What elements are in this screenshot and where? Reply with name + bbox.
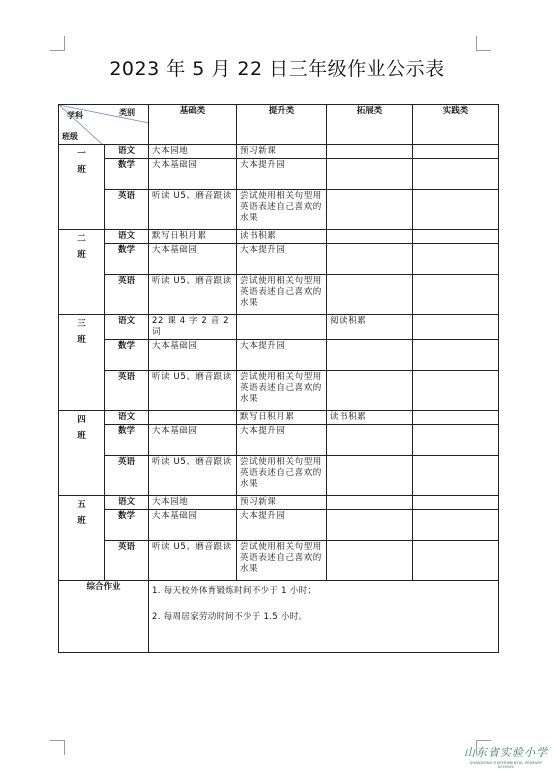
homework-cell: 预习新课 — [237, 496, 327, 510]
homework-cell — [327, 510, 413, 541]
column-header-basic: 基础类 — [149, 105, 237, 145]
subject-label-chinese: 语文 — [105, 496, 149, 510]
comprehensive-label: 综合作业 — [59, 581, 149, 653]
class-4-chinese-row — [59, 411, 499, 425]
class-3-label-top: 三 — [77, 319, 86, 329]
homework-cell: 读书积累 — [237, 230, 327, 244]
school-logo-en: SHANDONG EXPERIMENTAL PRIMARY SCHOOL — [469, 761, 543, 769]
corner-label-subject: 学科 — [67, 111, 83, 120]
class-4-label-wrap — [77, 412, 86, 444]
homework-cell — [413, 425, 499, 456]
subject-label-english: 英语 — [105, 541, 149, 581]
homework-cell: 预习新课 — [237, 145, 327, 159]
homework-cell: 大本提升园 — [237, 510, 327, 541]
homework-cell — [413, 230, 499, 244]
comprehensive-item: 2. 每周居家劳动时间不少于 1.5 小时。 — [152, 612, 308, 622]
homework-cell — [327, 159, 413, 190]
homework-cell — [413, 159, 499, 190]
subject-label-math: 数学 — [105, 340, 149, 371]
homework-cell: 大本园地 — [149, 496, 237, 510]
homework-cell — [327, 275, 413, 315]
subject-label-chinese: 语文 — [105, 411, 149, 425]
homework-cell — [327, 496, 413, 510]
header-row — [59, 105, 499, 145]
subject-label-english: 英语 — [105, 190, 149, 230]
class-3-label-wrap — [77, 316, 86, 348]
homework-cell: 默写日积月累 — [149, 230, 237, 244]
homework-cell — [327, 340, 413, 371]
homework-cell: 大本基础园 — [149, 244, 237, 275]
homework-cell: 大本基础园 — [149, 425, 237, 456]
homework-cell — [327, 371, 413, 411]
homework-cell — [413, 244, 499, 275]
subject-label-english: 英语 — [105, 456, 149, 496]
homework-cell: 大本提升园 — [237, 159, 327, 190]
class-2-label-bottom: 班 — [77, 250, 86, 260]
class-3-label — [59, 315, 105, 411]
class-3-math-row — [59, 340, 499, 371]
homework-cell: 尝试使用相关句型用英语表述自己喜欢的水果 — [237, 371, 327, 411]
homework-cell: 大本基础园 — [149, 510, 237, 541]
class-1-label-bottom: 班 — [77, 165, 86, 175]
school-logo — [462, 744, 550, 769]
class-2-math-row — [59, 244, 499, 275]
subject-label-math: 数学 — [105, 510, 149, 541]
subject-label-chinese: 语文 — [105, 145, 149, 159]
class-1-chinese-row — [59, 145, 499, 159]
subject-label-math: 数学 — [105, 425, 149, 456]
subject-label-chinese: 语文 — [105, 230, 149, 244]
class-5-label-top: 五 — [77, 500, 86, 510]
subject-label-math: 数学 — [105, 244, 149, 275]
class-5-english-row — [59, 541, 499, 581]
homework-cell — [413, 315, 499, 340]
corner-label-class: 班级 — [62, 132, 78, 141]
subject-label-english: 英语 — [105, 371, 149, 411]
column-header-extension: 拓展类 — [327, 105, 413, 145]
class-5-label — [59, 496, 105, 581]
class-5-label-wrap — [77, 497, 86, 529]
class-2-chinese-row — [59, 230, 499, 244]
homework-cell: 听读 U5、磨音跟读 — [149, 456, 237, 496]
homework-cell — [413, 190, 499, 230]
class-5-chinese-row — [59, 496, 499, 510]
homework-cell — [413, 371, 499, 411]
homework-cell — [237, 315, 327, 340]
homework-cell — [413, 510, 499, 541]
class-5-label-bottom: 班 — [77, 516, 86, 526]
comprehensive-row — [59, 581, 499, 653]
school-logo-cn: 山东省实验小学 — [464, 746, 548, 759]
homework-cell: 大本提升园 — [237, 244, 327, 275]
subject-label-english: 英语 — [105, 275, 149, 315]
homework-table — [58, 104, 499, 653]
corner-label-type: 类别 — [119, 108, 135, 117]
homework-cell: 听读 U5、磨音跟读 — [149, 275, 237, 315]
homework-cell — [149, 411, 237, 425]
homework-cell: 尝试使用相关句型用英语表述自己喜欢的水果 — [237, 541, 327, 581]
homework-cell — [413, 340, 499, 371]
homework-cell — [327, 145, 413, 159]
homework-cell — [327, 456, 413, 496]
homework-cell: 听读 U5、磨音跟读 — [149, 541, 237, 581]
subject-label-chinese: 语文 — [105, 315, 149, 340]
class-3-english-row — [59, 371, 499, 411]
comprehensive-body — [149, 581, 499, 653]
class-4-label — [59, 411, 105, 496]
class-3-label-bottom: 班 — [77, 335, 86, 345]
class-1-label — [59, 145, 105, 230]
page-corner-mark-top-right — [476, 36, 491, 51]
homework-cell: 听读 U5、磨音跟读 — [149, 190, 237, 230]
header-corner-cell — [59, 105, 149, 145]
homework-cell — [413, 411, 499, 425]
homework-cell — [327, 425, 413, 456]
class-2-label-top: 二 — [77, 234, 86, 244]
class-4-english-row — [59, 456, 499, 496]
homework-cell: 尝试使用相关句型用英语表述自己喜欢的水果 — [237, 275, 327, 315]
homework-cell — [327, 230, 413, 244]
homework-cell: 大本提升园 — [237, 340, 327, 371]
class-5-math-row — [59, 510, 499, 541]
class-1-label-top: 一 — [77, 149, 86, 159]
homework-cell — [327, 190, 413, 230]
class-4-label-top: 四 — [77, 415, 86, 425]
page-corner-mark-top-left — [50, 36, 65, 51]
homework-cell — [413, 456, 499, 496]
class-4-math-row — [59, 425, 499, 456]
homework-cell: 读书积累 — [327, 411, 413, 425]
homework-cell — [327, 541, 413, 581]
homework-cell: 默写日积月累 — [237, 411, 327, 425]
homework-cell: 听读 U5、磨音跟读 — [149, 371, 237, 411]
homework-cell — [327, 244, 413, 275]
homework-cell — [413, 541, 499, 581]
class-2-label-wrap — [77, 231, 86, 263]
homework-cell: 22 课 4 字 2 音 2 词 — [149, 315, 237, 340]
subject-label-math: 数学 — [105, 159, 149, 190]
page-corner-mark-bottom-left — [50, 740, 65, 755]
homework-cell: 大本基础园 — [149, 340, 237, 371]
homework-cell — [413, 275, 499, 315]
column-header-improvement: 提升类 — [237, 105, 327, 145]
homework-cell: 大本基础园 — [149, 159, 237, 190]
class-3-chinese-row — [59, 315, 499, 340]
comprehensive-item: 1. 每天校外体育锻炼时间不少于 1 小时； — [152, 586, 317, 596]
class-1-english-row — [59, 190, 499, 230]
class-2-label — [59, 230, 105, 315]
page-title: 2023 年 5 月 22 日三年级作业公示表 — [109, 58, 445, 80]
class-4-label-bottom: 班 — [77, 431, 86, 441]
homework-cell: 尝试使用相关句型用英语表述自己喜欢的水果 — [237, 456, 327, 496]
class-1-math-row — [59, 159, 499, 190]
homework-cell: 阅读积累 — [327, 315, 413, 340]
homework-cell: 大本提升园 — [237, 425, 327, 456]
homework-cell: 尝试使用相关句型用英语表述自己喜欢的水果 — [237, 190, 327, 230]
homework-cell — [413, 145, 499, 159]
class-2-english-row — [59, 275, 499, 315]
homework-cell — [413, 496, 499, 510]
class-1-label-wrap — [77, 146, 86, 178]
column-header-practice: 实践类 — [413, 105, 499, 145]
homework-cell: 大本园地 — [149, 145, 237, 159]
